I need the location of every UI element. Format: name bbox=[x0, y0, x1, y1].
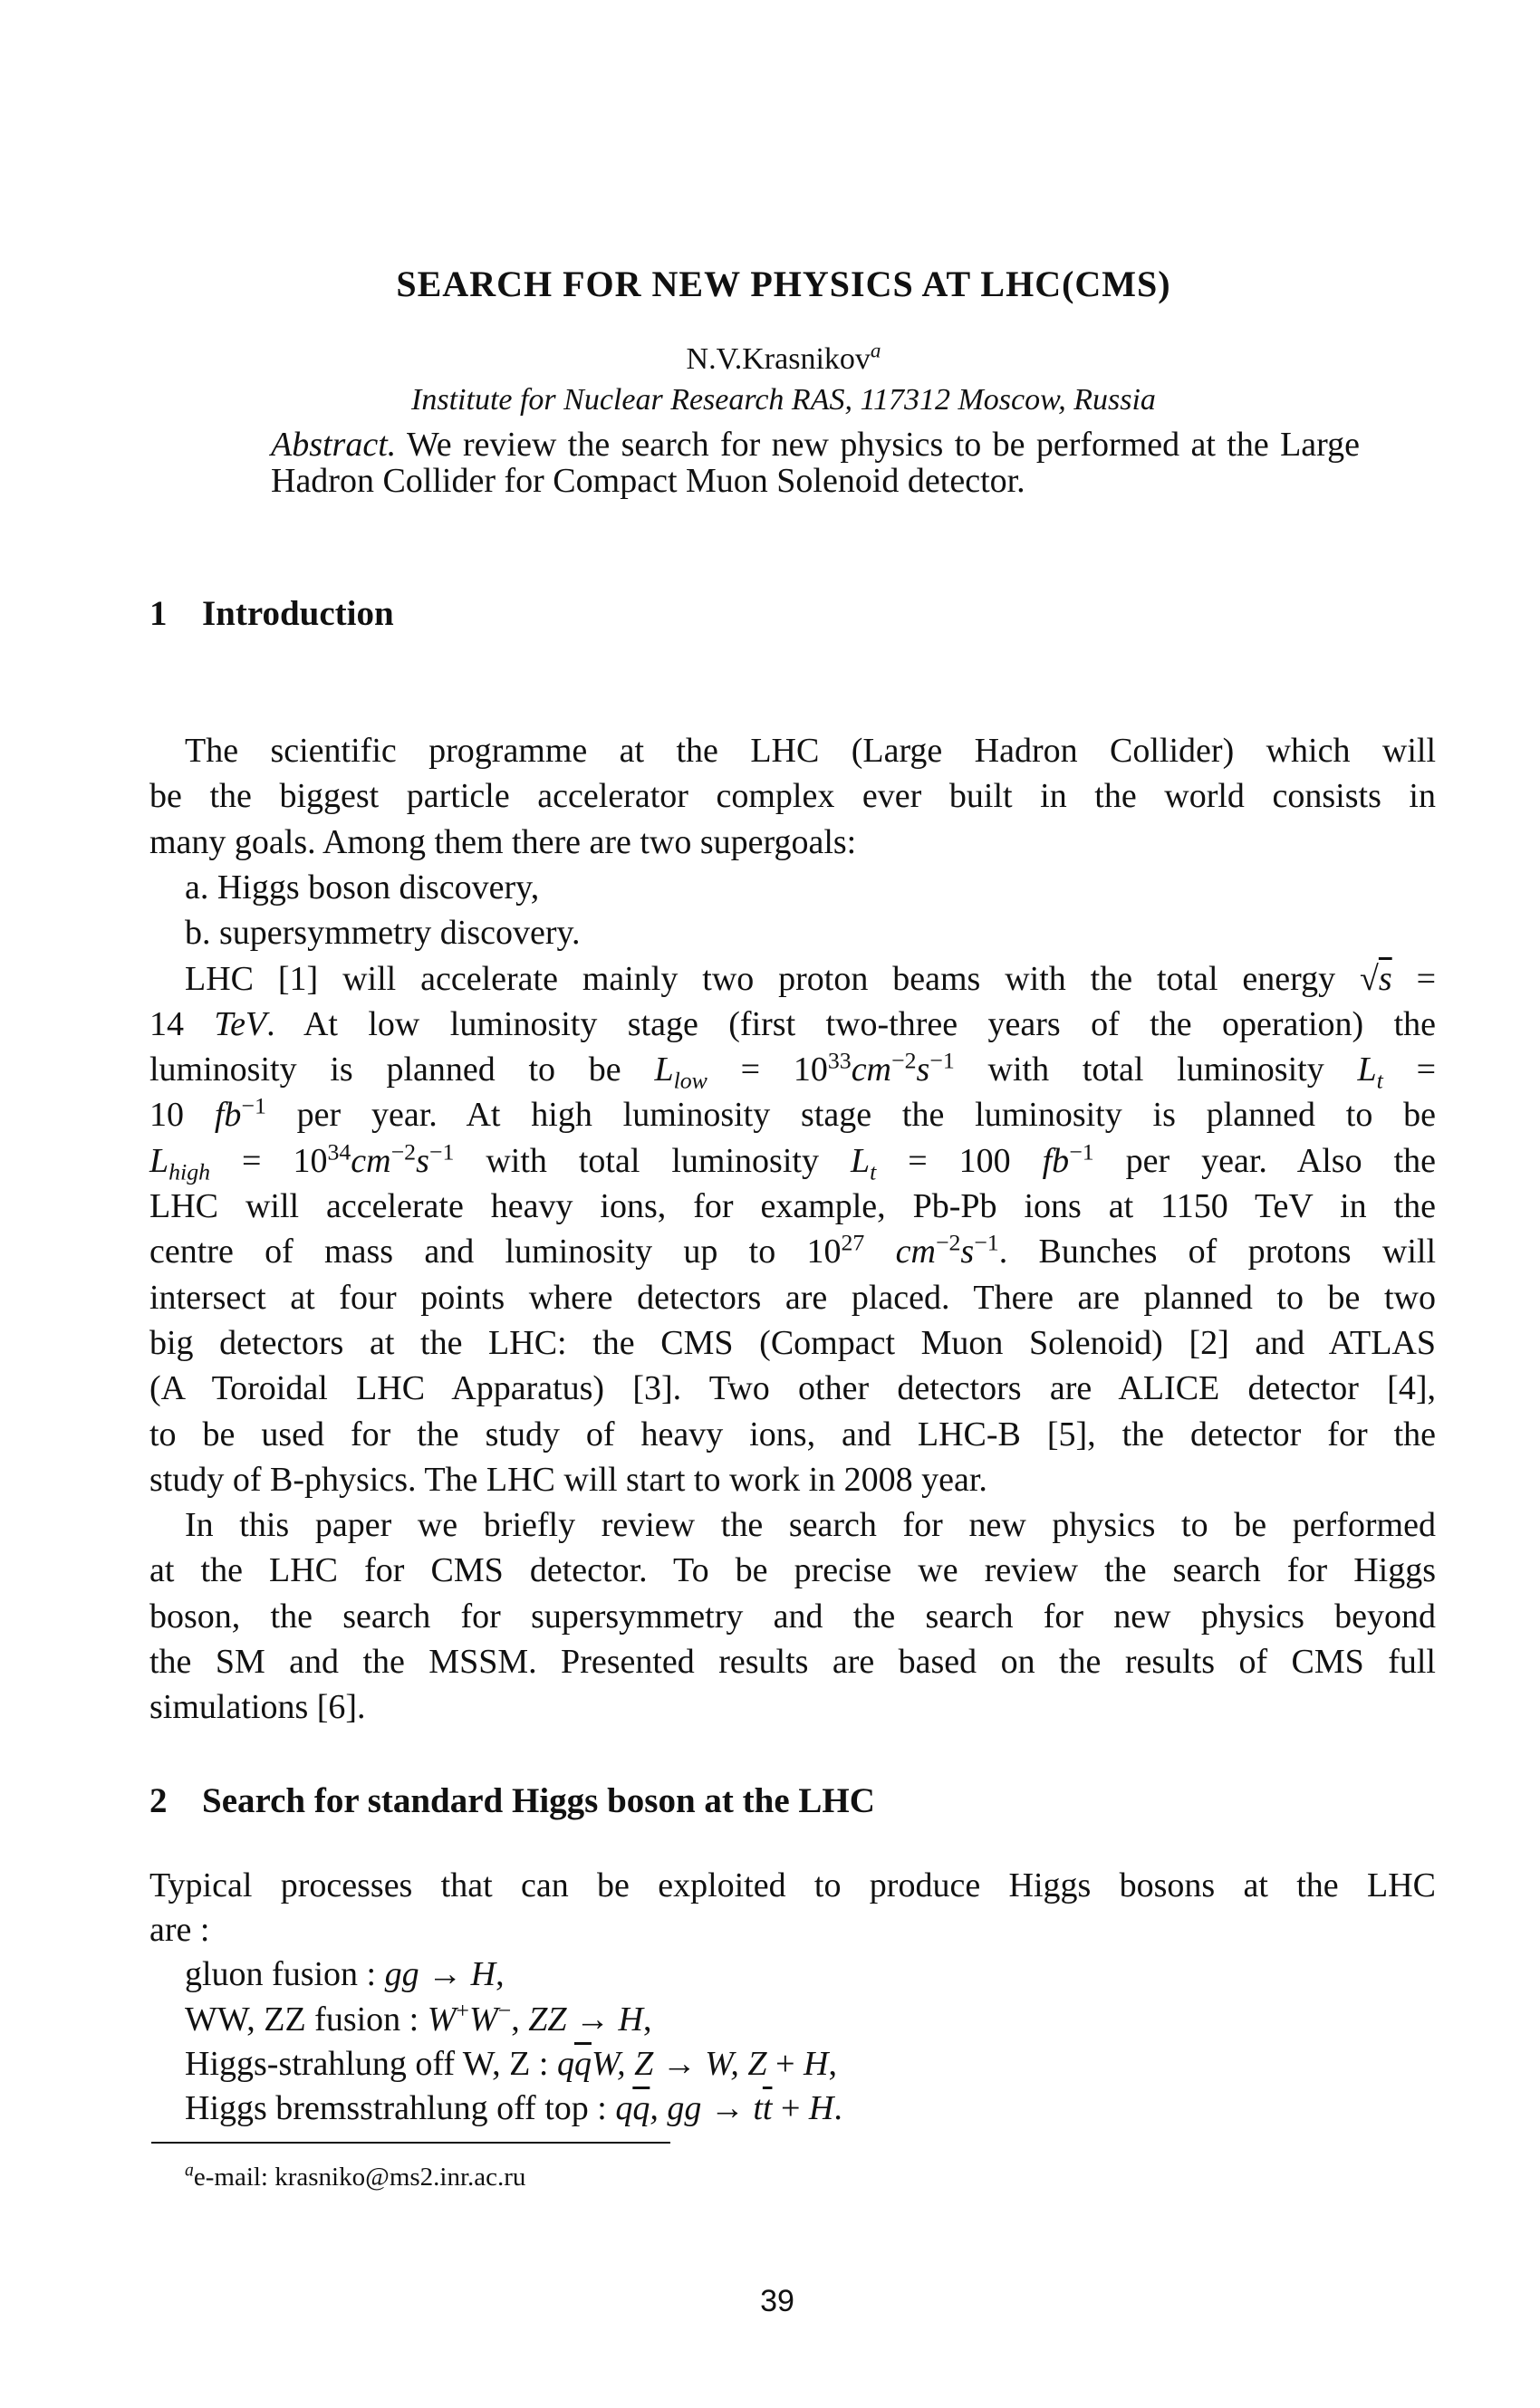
text-run: Typical processes that can be exploited to produce Higgs bosons at the LHC bbox=[149, 1866, 1436, 1904]
intro-line bbox=[185, 730, 1436, 772]
intro-line bbox=[185, 912, 1436, 954]
text-run: to be used for the study of heavy ions, and LHC-B [5], the detector for the bbox=[149, 1415, 1436, 1453]
text-run: , bbox=[828, 2045, 837, 2083]
text-run: simulations [6]. bbox=[149, 1688, 366, 1727]
math-superscript: + bbox=[456, 1997, 469, 2024]
math-subscript: high bbox=[168, 1158, 211, 1185]
text-run: 10 bbox=[149, 1096, 215, 1135]
higgs-line bbox=[185, 2087, 1436, 2129]
math-italic: s bbox=[916, 1051, 930, 1089]
text-run: → bbox=[653, 2045, 706, 2083]
math-subscript: low bbox=[673, 1067, 707, 1094]
section-1-heading bbox=[149, 593, 394, 634]
text-run: at the LHC for CMS detector. To be precise we review the search for Higgs bbox=[149, 1551, 1436, 1590]
math-subscript: t bbox=[870, 1158, 877, 1185]
text-run: (A Toroidal LHC Apparatus) [3]. Two other detectors are ALICE detector [4], bbox=[149, 1369, 1436, 1408]
intro-line bbox=[149, 775, 1436, 817]
math-italic: cm bbox=[351, 1141, 391, 1180]
math-italic: H bbox=[804, 2045, 829, 2083]
text-run: per year. At high luminosity stage the luminosity is planned to be bbox=[265, 1096, 1436, 1135]
text-run: with total luminosity bbox=[954, 1051, 1358, 1089]
intro-line bbox=[185, 867, 1436, 908]
affiliation: Institute for Nuclear Research RAS, 117312 Moscow, Russia bbox=[411, 383, 1156, 417]
math-italic: s bbox=[416, 1141, 429, 1180]
abstract-text: We review the search for new physics to be performed at the Large bbox=[406, 426, 1360, 464]
section-number: 1 bbox=[149, 594, 168, 633]
text-run: many goals. Among them there are two supergoals: bbox=[149, 822, 857, 861]
intro-line bbox=[149, 1047, 1437, 1094]
text-run: per year. Also the bbox=[1093, 1141, 1436, 1180]
math-italic: q bbox=[615, 2089, 633, 2127]
math-superscript: 33 bbox=[827, 1047, 852, 1074]
intro-line bbox=[149, 1003, 1436, 1045]
text-run bbox=[864, 1233, 895, 1271]
text-run: LHC will accelerate heavy ions, for example, Pb-Pb ions at 1150 TeV in the bbox=[149, 1187, 1436, 1225]
math-italic: H bbox=[618, 2000, 643, 2039]
footnote-rule bbox=[151, 2142, 670, 2144]
text-run: = bbox=[1382, 1051, 1437, 1089]
text-run: . At low luminosity stage (first two-three years of the operation) the bbox=[266, 1004, 1437, 1043]
intro-line bbox=[149, 1686, 1436, 1728]
text-run: = 100 bbox=[876, 1141, 1043, 1180]
text-run: are : bbox=[149, 1911, 210, 1949]
text-run: The scientific programme at the LHC (Large Hadron Collider) which will bbox=[185, 732, 1436, 770]
math-superscript: −1 bbox=[241, 1092, 266, 1119]
text-run: LHC [1] will accelerate mainly two proton beams with the total energy √ bbox=[185, 959, 1379, 998]
intro-line bbox=[149, 1367, 1436, 1409]
text-run: big detectors at the LHC: the CMS (Compact Muon Solenoid) [2] and ATLAS bbox=[149, 1323, 1436, 1362]
math-overline: $\overline{q}$ bbox=[632, 2089, 650, 2127]
math-superscript: 34 bbox=[327, 1138, 351, 1166]
page-number: 39 bbox=[760, 2284, 794, 2318]
section-2-heading bbox=[149, 1780, 875, 1821]
math-italic: H bbox=[470, 1955, 496, 1993]
text-run: , bbox=[511, 2000, 529, 2039]
text-run: . Bunches of protons will bbox=[998, 1233, 1437, 1271]
section-title: Search for standard Higgs boson at the LHC bbox=[202, 1781, 875, 1820]
math-italic: gg bbox=[384, 1955, 419, 1993]
math-italic: H bbox=[808, 2089, 834, 2127]
abstract-line-2: Hadron Collider for Compact Muon Solenoid detector. bbox=[271, 462, 1025, 500]
paper-title: SEARCH FOR NEW PHYSICS AT LHC(CMS) bbox=[396, 264, 1171, 304]
text-run: + bbox=[772, 2089, 809, 2127]
math-italic: cm bbox=[895, 1233, 936, 1271]
intro-line bbox=[149, 1322, 1436, 1364]
math-italic: W, Z bbox=[591, 2045, 654, 2083]
math-italic: L bbox=[850, 1141, 871, 1180]
text-run: b. supersymmetry discovery. bbox=[185, 914, 581, 953]
intro-line bbox=[149, 1549, 1436, 1591]
footnote bbox=[185, 2160, 526, 2192]
text-run: = 10 bbox=[210, 1141, 328, 1180]
intro-line bbox=[149, 1277, 1436, 1319]
intro-line bbox=[149, 1138, 1436, 1185]
math-italic: t bbox=[753, 2089, 763, 2127]
math-superscript: −1 bbox=[428, 1138, 455, 1166]
author bbox=[0, 339, 1540, 377]
text-run: boson, the search for supersymmetry and the search for new physics beyond bbox=[149, 1597, 1436, 1636]
author-footnote-mark: a bbox=[870, 339, 881, 363]
math-superscript: −2 bbox=[935, 1229, 961, 1256]
math-italic: W bbox=[427, 2000, 457, 2039]
text-run: , bbox=[496, 1955, 505, 1993]
abstract-label: Abstract. bbox=[271, 426, 397, 464]
math-superscript: − bbox=[497, 1997, 512, 2024]
higgs-line bbox=[149, 1909, 1436, 1951]
higgs-line bbox=[185, 1999, 1436, 2040]
higgs-line bbox=[149, 1865, 1436, 1906]
text-run: = bbox=[1391, 959, 1436, 998]
math-italic: cm bbox=[851, 1051, 891, 1089]
math-italic: s bbox=[960, 1233, 975, 1271]
higgs-line bbox=[185, 2043, 1436, 2085]
intro-line bbox=[149, 1459, 1436, 1501]
intro-line bbox=[185, 1504, 1436, 1546]
math-italic: , gg bbox=[650, 2089, 702, 2127]
intro-line bbox=[149, 1231, 1436, 1272]
math-italic: TeV bbox=[214, 1004, 267, 1043]
intro-line bbox=[149, 1185, 1436, 1227]
text-run: In this paper we briefly review the search for new physics to be performed bbox=[185, 1506, 1436, 1545]
author-name: N.V.Krasnikov bbox=[686, 342, 871, 376]
text-run: → bbox=[566, 2000, 619, 2039]
text-run: gluon fusion : bbox=[185, 1955, 385, 1993]
section-title: Introduction bbox=[202, 594, 394, 633]
intro-line bbox=[149, 1596, 1436, 1637]
math-overline: s bbox=[1378, 959, 1392, 998]
math-italic: fb bbox=[1042, 1141, 1070, 1180]
math-italic: fb bbox=[214, 1096, 242, 1135]
text-run: with total luminosity bbox=[454, 1141, 851, 1180]
math-italic: W, Z bbox=[705, 2045, 767, 2083]
intro-line bbox=[149, 1641, 1436, 1683]
text-run: , bbox=[642, 2000, 652, 2039]
math-italic: W bbox=[468, 2000, 498, 2039]
math-italic: L bbox=[149, 1141, 169, 1180]
math-overline: $\overline{q}$ bbox=[573, 2045, 592, 2083]
math-superscript: −1 bbox=[929, 1047, 955, 1074]
text-run: 14 bbox=[149, 1004, 215, 1043]
text-run: Higgs bremsstrahlung off top : bbox=[185, 2089, 616, 2127]
text-run: intersect at four points where detectors are placed. There are planned to be two bbox=[149, 1278, 1436, 1317]
text-run: be the biggest particle accelerator complex ever built in the world consists in bbox=[149, 777, 1436, 816]
text-run: + bbox=[766, 2045, 804, 2083]
text-run: . bbox=[833, 2089, 842, 2127]
math-italic: L bbox=[1357, 1051, 1377, 1089]
text-run: WW, ZZ fusion : bbox=[185, 2000, 428, 2039]
text-run: → bbox=[701, 2089, 754, 2127]
text-run: = 10 bbox=[707, 1051, 828, 1089]
math-superscript: −2 bbox=[390, 1138, 417, 1166]
text-run: Higgs-strahlung off W, Z : bbox=[185, 2045, 557, 2083]
math-italic: ZZ bbox=[528, 2000, 567, 2039]
footnote-mark: a bbox=[185, 2160, 194, 2181]
intro-line bbox=[149, 1414, 1436, 1455]
intro-line bbox=[149, 821, 1436, 863]
math-superscript: −1 bbox=[1069, 1138, 1094, 1166]
higgs-line bbox=[185, 1953, 1436, 1995]
math-italic: q bbox=[556, 2045, 574, 2083]
text-run: luminosity is planned to be bbox=[149, 1051, 655, 1089]
text-run: the SM and the MSSM. Presented results are based on the results of CMS full bbox=[149, 1643, 1436, 1681]
intro-line bbox=[149, 1094, 1436, 1136]
footnote-text: e-mail: krasniko@ms2.inr.ac.ru bbox=[193, 2163, 526, 2192]
text-run: centre of mass and luminosity up to 10 bbox=[149, 1233, 842, 1271]
math-subscript: t bbox=[1376, 1067, 1383, 1094]
text-run: study of B-physics. The LHC will start to work in 2008 year. bbox=[149, 1460, 987, 1499]
math-superscript: −2 bbox=[891, 1047, 917, 1074]
intro-line bbox=[185, 958, 1436, 1000]
text-run: a. Higgs boson discovery, bbox=[185, 868, 540, 907]
math-italic: L bbox=[654, 1051, 674, 1089]
text-run: → bbox=[419, 1955, 471, 1993]
math-superscript: 27 bbox=[841, 1229, 865, 1256]
math-superscript: −1 bbox=[974, 1229, 999, 1256]
section-number: 2 bbox=[149, 1781, 168, 1820]
math-overline: $\overline{t}$ bbox=[762, 2089, 773, 2127]
